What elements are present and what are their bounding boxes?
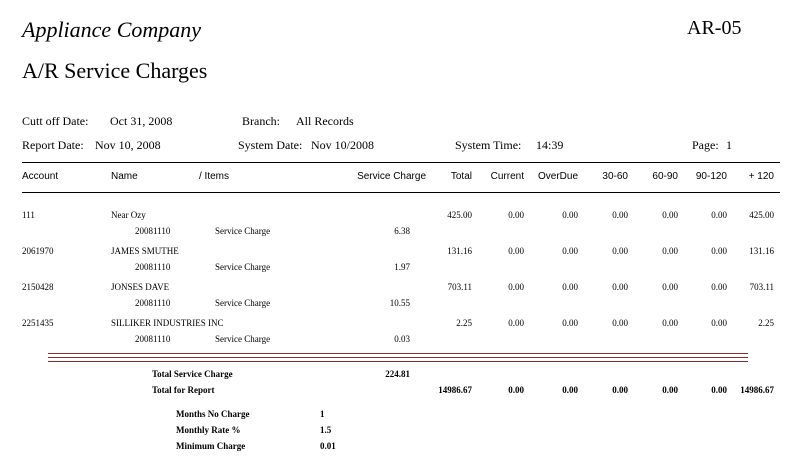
row-120-plus: 703.11 bbox=[749, 282, 774, 292]
system-time-value: 14:39 bbox=[536, 138, 564, 152]
item-description: Service Charge bbox=[215, 262, 271, 272]
row-90-120: 0.00 bbox=[711, 282, 727, 292]
total-for-report-60-90: 0.00 bbox=[662, 385, 678, 395]
minimum-charge-value: 0.01 bbox=[320, 441, 336, 451]
total-service-charge-value: 224.81 bbox=[385, 369, 410, 379]
cutoff-value: Oct 31, 2008 bbox=[110, 114, 173, 128]
col-total: Total bbox=[450, 171, 472, 182]
header-top-rule bbox=[22, 162, 780, 163]
page-label: Page: bbox=[692, 138, 719, 152]
row-30-60: 0.00 bbox=[612, 282, 628, 292]
monthly-rate-value: 1.5 bbox=[320, 425, 332, 435]
row-120-plus: 2.25 bbox=[758, 318, 774, 328]
cutoff-label: Cutt off Date: bbox=[22, 114, 89, 128]
months-no-charge-value: 1 bbox=[320, 409, 325, 419]
row-30-60: 0.00 bbox=[612, 318, 628, 328]
row-overdue: 0.00 bbox=[562, 210, 578, 220]
branch-value: All Records bbox=[296, 114, 354, 128]
row-current: 0.00 bbox=[508, 318, 524, 328]
col-current: Current bbox=[490, 171, 524, 182]
report-date-label: Report Date: bbox=[22, 138, 84, 152]
row-60-90: 0.00 bbox=[662, 210, 678, 220]
branch-label: Branch: bbox=[242, 114, 280, 128]
total-for-report-overdue: 0.00 bbox=[562, 385, 578, 395]
report-date-value: Nov 10, 2008 bbox=[95, 138, 161, 152]
col-90-120: 90-120 bbox=[695, 171, 727, 182]
system-date-value: Nov 10/2008 bbox=[311, 138, 374, 152]
row-name: SILLIKER INDUSTRIES INC bbox=[111, 318, 224, 328]
item-amount: 10.55 bbox=[389, 298, 410, 308]
row-total: 425.00 bbox=[447, 210, 472, 220]
system-time-label: System Time: bbox=[455, 138, 522, 152]
item-date: 20081110 bbox=[135, 226, 171, 236]
row-30-60: 0.00 bbox=[612, 246, 628, 256]
row-total: 131.16 bbox=[447, 246, 472, 256]
row-account: 2251435 bbox=[22, 318, 54, 328]
row-name: JONSES DAVE bbox=[111, 282, 170, 292]
total-for-report-120-plus: 14986.67 bbox=[740, 385, 774, 395]
col-account: Account bbox=[22, 171, 59, 182]
col-service-charge: Service Charge bbox=[357, 171, 426, 182]
row-120-plus: 425.00 bbox=[749, 210, 774, 220]
item-amount: 6.38 bbox=[394, 226, 410, 236]
item-date: 20081110 bbox=[135, 334, 171, 344]
row-overdue: 0.00 bbox=[562, 318, 578, 328]
total-service-charge-label: Total Service Charge bbox=[152, 369, 233, 379]
page-value: 1 bbox=[726, 138, 732, 152]
col-overdue: OverDue bbox=[537, 171, 578, 182]
row-30-60: 0.00 bbox=[612, 210, 628, 220]
totals-rule-top bbox=[48, 353, 748, 354]
row-current: 0.00 bbox=[508, 282, 524, 292]
total-for-report-current: 0.00 bbox=[508, 385, 524, 395]
totals-rule-middle bbox=[48, 357, 748, 358]
row-90-120: 0.00 bbox=[711, 210, 727, 220]
col-60-90: 60-90 bbox=[652, 171, 678, 182]
item-date: 20081110 bbox=[135, 262, 171, 272]
monthly-rate-label: Monthly Rate % bbox=[176, 425, 241, 435]
row-total: 2.25 bbox=[456, 318, 472, 328]
total-for-report-90-120: 0.00 bbox=[711, 385, 727, 395]
report-title: A/R Service Charges bbox=[22, 58, 208, 83]
item-date: 20081110 bbox=[135, 298, 171, 308]
row-account: 2061970 bbox=[22, 246, 54, 256]
row-name: Near Ozy bbox=[111, 210, 146, 220]
col-items: / Items bbox=[199, 171, 230, 182]
row-120-plus: 131.16 bbox=[749, 246, 774, 256]
item-amount: 1.97 bbox=[394, 262, 410, 272]
row-overdue: 0.00 bbox=[562, 246, 578, 256]
row-60-90: 0.00 bbox=[662, 282, 678, 292]
row-60-90: 0.00 bbox=[662, 246, 678, 256]
months-no-charge-label: Months No Charge bbox=[176, 409, 250, 419]
row-90-120: 0.00 bbox=[711, 318, 727, 328]
row-total: 703.11 bbox=[447, 282, 472, 292]
item-description: Service Charge bbox=[215, 298, 271, 308]
col-120-plus: + 120 bbox=[748, 171, 774, 182]
total-for-report-30-60: 0.00 bbox=[612, 385, 628, 395]
company-name: Appliance Company bbox=[22, 17, 202, 42]
item-description: Service Charge bbox=[215, 334, 271, 344]
system-date-label: System Date: bbox=[238, 138, 303, 152]
row-name: JAMES SMUTHE bbox=[111, 246, 179, 256]
col-30-60: 30-60 bbox=[602, 171, 628, 182]
item-amount: 0.03 bbox=[394, 334, 410, 344]
report-code: AR-05 bbox=[687, 17, 742, 39]
row-account: 111 bbox=[22, 210, 35, 220]
row-current: 0.00 bbox=[508, 210, 524, 220]
item-description: Service Charge bbox=[215, 226, 271, 236]
total-for-report-label: Total for Report bbox=[152, 385, 215, 395]
col-name: Name bbox=[111, 171, 138, 182]
row-overdue: 0.00 bbox=[562, 282, 578, 292]
row-90-120: 0.00 bbox=[711, 246, 727, 256]
minimum-charge-label: Minimum Charge bbox=[176, 441, 246, 451]
row-60-90: 0.00 bbox=[662, 318, 678, 328]
totals-rule-bottom bbox=[48, 361, 748, 362]
row-current: 0.00 bbox=[508, 246, 524, 256]
row-account: 2150428 bbox=[22, 282, 54, 292]
header-bottom-rule bbox=[22, 192, 780, 193]
total-for-report-total: 14986.67 bbox=[438, 385, 472, 395]
